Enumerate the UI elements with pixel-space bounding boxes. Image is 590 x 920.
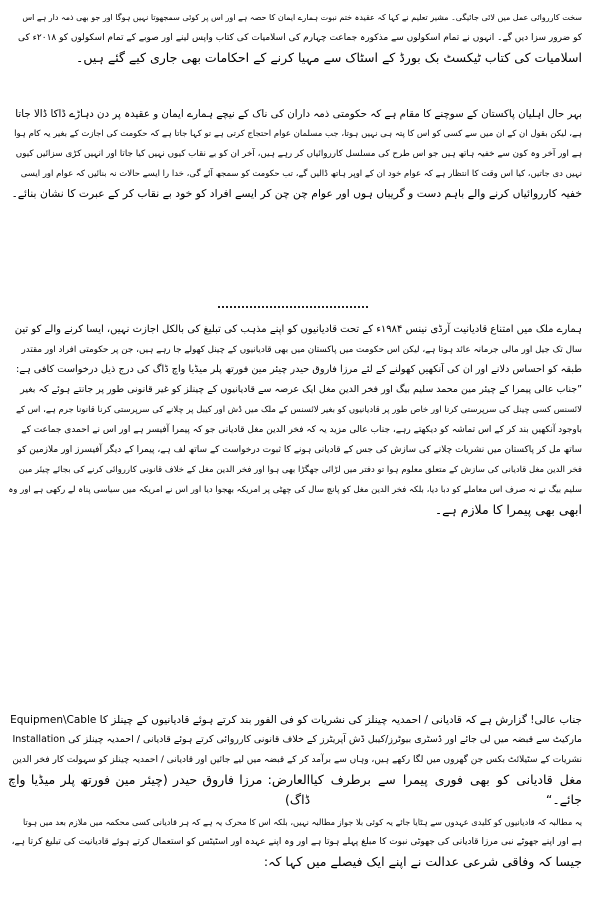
paragraph-request [8, 710, 582, 810]
signature: العارض: مرزا فاروق حیدر (چیئر مین فورتھ پلر میڈیا واچ ڈاگ) [8, 772, 311, 807]
text-line: ساتھ مل کر پاکستان میں نشریات چلانے کی سازش کی جس کے قادیانی ہونے کا ثبوت درخواست کے ساتھ لف ہے، پیمرا کے دیگر آفیسرز اور ملازمین کو [17, 445, 582, 455]
paragraph-petition [8, 320, 582, 520]
text-line: ابھی بھی پیمرا کا ملازم ہے۔ [434, 502, 582, 517]
text-line: ہمارے ملک میں امتناع قادیانیت آرڈی نینس ۱۹۸۴ء کے تحت قادیانیوں کو اپنے مذہب کی تبلیغ کی بالکل اجازت نہیں، ایسا کرنے والے کو تین [14, 324, 582, 335]
text-line: سال تک جیل اور مالی جرمانہ عائد ہوتا ہے، لیکن اس حکومت میں پاکستان میں بھی قادیانیوں کے چینل کھولے جا رہے ہیں، جن پر حکومتی افراد اور مقتدر [21, 345, 582, 355]
text-line: سخت کارروائی عمل میں لائی جائیگی۔ مشیر تعلیم نے کہا کہ عقیدہ ختم نبوت ہمارے ایمان کا حصہ ہے اور اس پر کوئی سمجھوتا نہیں ہوگا اور جو بھی ذمہ دار ہے اس [22, 13, 582, 22]
text-line: ہے اور آخر وہ کون سے خفیہ ہاتھ ہیں جو اس طرح کی مسلسل کارروائیاں کر رہے ہیں، آخر ان کو بے نقاب کیوں نہیں کیا جاتا اور انہیں کڑی سزائیں کیوں [15, 149, 582, 159]
paragraph-concern [8, 104, 582, 204]
paragraph-demand [8, 812, 582, 872]
text-line: فخر الدین مغل قادیانی کی سازش کے متعلق معلوم ہوا تو دفتر میں لڑائی جھگڑا بھی ہوا اور فخر الدین مغل کے خلاف قانونی کارروائی کرنے کی بجائے چیئر مین [18, 465, 582, 475]
text-line: ہے، لیکن بقول ان کے ان میں سے کسی کو اس کا پتہ ہی نہیں ہوتا، جب مسلمان عوام احتجاج کرتی ہے تو کہا جاتا ہے کہ حکومت کی اجازت کے بغیر یہ کام ہوا [14, 129, 582, 139]
text-line: نشریات کے سٹیلائٹ بکس جن گھروں میں لگا رکھے ہیں، وہاں سے برآمد کر کے قبضہ میں لیے جائیں اور قادیانی / احمدیہ چینلز کو سہولت کار فخر الدین [12, 755, 582, 765]
text-line: ہے اور اپنے جھوٹے نبی مرزا قادیانی کی جھوٹی نبوت کا مبلغ پہلے ہوتا ہے اور وہ اپنے عہدہ اور اسٹیٹس کو استعمال کرتے ہوئے قادیانیت کی تبلیغ کرتا ہے، [11, 837, 582, 847]
closing-line-row [8, 770, 582, 810]
paragraph-education-advisor [8, 8, 582, 68]
text-line: جناب عالی! گزارش ہے کہ قادیانی / احمدیہ چینلز کی نشریات کو فی الفور بند کرتے ہوئے قادیانیوں کے چینلز کا Equipmen\Cable [10, 714, 582, 726]
text-line: باوجود آنکھیں بند کر کے اس تماشہ کو دیکھتے رہے، جناب عالی مزید یہ کہ فخر الدین مغل قادیانی جو کہ پیمرا آفیسر ہے اور اس نے احمدی جماعت کے [21, 425, 582, 435]
text-line: خفیہ کارروائیاں کرنے والے باہم دست و گریباں ہوں اور عوام چن چن کر ایسے افراد کو خود بے نقاب کر کے عبرت کا نشان بنائے۔ [11, 187, 582, 200]
text-line: طبقہ کو احساس دلانے اور ان کی آنکھیں کھولنے کے لئے مرزا فاروق حیدر چیئر مین فورتھ پلر میڈیا واچ ڈاگ کی درج ذیل درخواست کافی ہے: [15, 364, 582, 375]
section-divider [218, 306, 368, 308]
text-line: یہ مطالبہ کہ قادیانیوں کو کلیدی عہدوں سے ہٹایا جائے یہ کوئی بلا جواز مطالبہ نہیں، بلکہ اس کا محرک یہ ہے کہ ہر قادیانی کسی محکمہ میں ملازم بعد میں ہوتا [23, 817, 582, 827]
text-line: نہیں دی جاتیں، کیا اس وقت کا انتظار ہے کہ عوام خود ان کے اوپر ہاتھ ڈالیں گے، تب حکومت کو سمجھ آئے گی، خدا را ایسے حالات نہ بنائیں کہ عوام اور ایسی [20, 169, 582, 179]
text-line: مغل قادیانی کو بھی فوری پیمرا سے برطرف کیا جائے۔“ [310, 772, 582, 807]
text-line: جیسا کہ وفاقی شرعی عدالت نے اپنے ایک فیصلے میں کہا کہ: [263, 854, 582, 869]
text-line: لائسنس کسی چینل کی سرپرستی کرنا اور خاص طور پر قادیانیوں کو بغیر لائسنس کے ملک میں ڈش اور کیبل پر چلانے کی سرپرستی کرنا قانونا جرم ہے، اس کے [15, 405, 582, 415]
text-line: Installation مارکیٹ سے قبضہ میں لی جائے اور ڈسٹری بیوٹرز/کیبل ڈش آپریٹرز کے خلاف قانونی کارروائی کرتے ہوئے قادیانی / احمدیہ چینلز کی [12, 734, 582, 745]
text-line: ”جناب عالی پیمرا کے چیئر مین محمد سلیم بیگ اور فخر الدین مغل ایک عرصہ سے قادیانیوں کے چینلز کو غیر قانونی طور پر جانتے ہوئے کہ بغیر [20, 384, 582, 395]
text-line: بہر حال اہلیان پاکستان کے سوچنے کا مقام ہے کہ حکومتی ذمہ داران کی ناک کے نیچے ہمارے ایمان و عقیدہ پر دن دہاڑے ڈاکا ڈالا جاتا [15, 108, 582, 120]
text-line: سلیم بیگ نے نہ صرف اس معاملے کو دبا دیا، بلکہ فخر الدین مغل کو پانچ سال کی چھٹی پر امریکہ بھجوا دیا اور اس نے امریکہ میں سیاسی پناہ لے رکھی ہے اور وہ [8, 485, 582, 495]
text-line: اسلامیات کی کتاب ٹیکسٹ بک بورڈ کے اسٹاک سے مہیا کرنے کے احکامات بھی جاری کیے گئے ہیں۔ [76, 50, 582, 65]
text-line: کو ضرور سزا دیں گے۔ انہوں نے تمام اسکولوں سے مذکورہ جماعت چہارم کی اسلامیات کی کتاب واپس لینے اور صوبے کے تمام اسکولوں کو ۲۰۱۸ء کی [18, 33, 582, 43]
